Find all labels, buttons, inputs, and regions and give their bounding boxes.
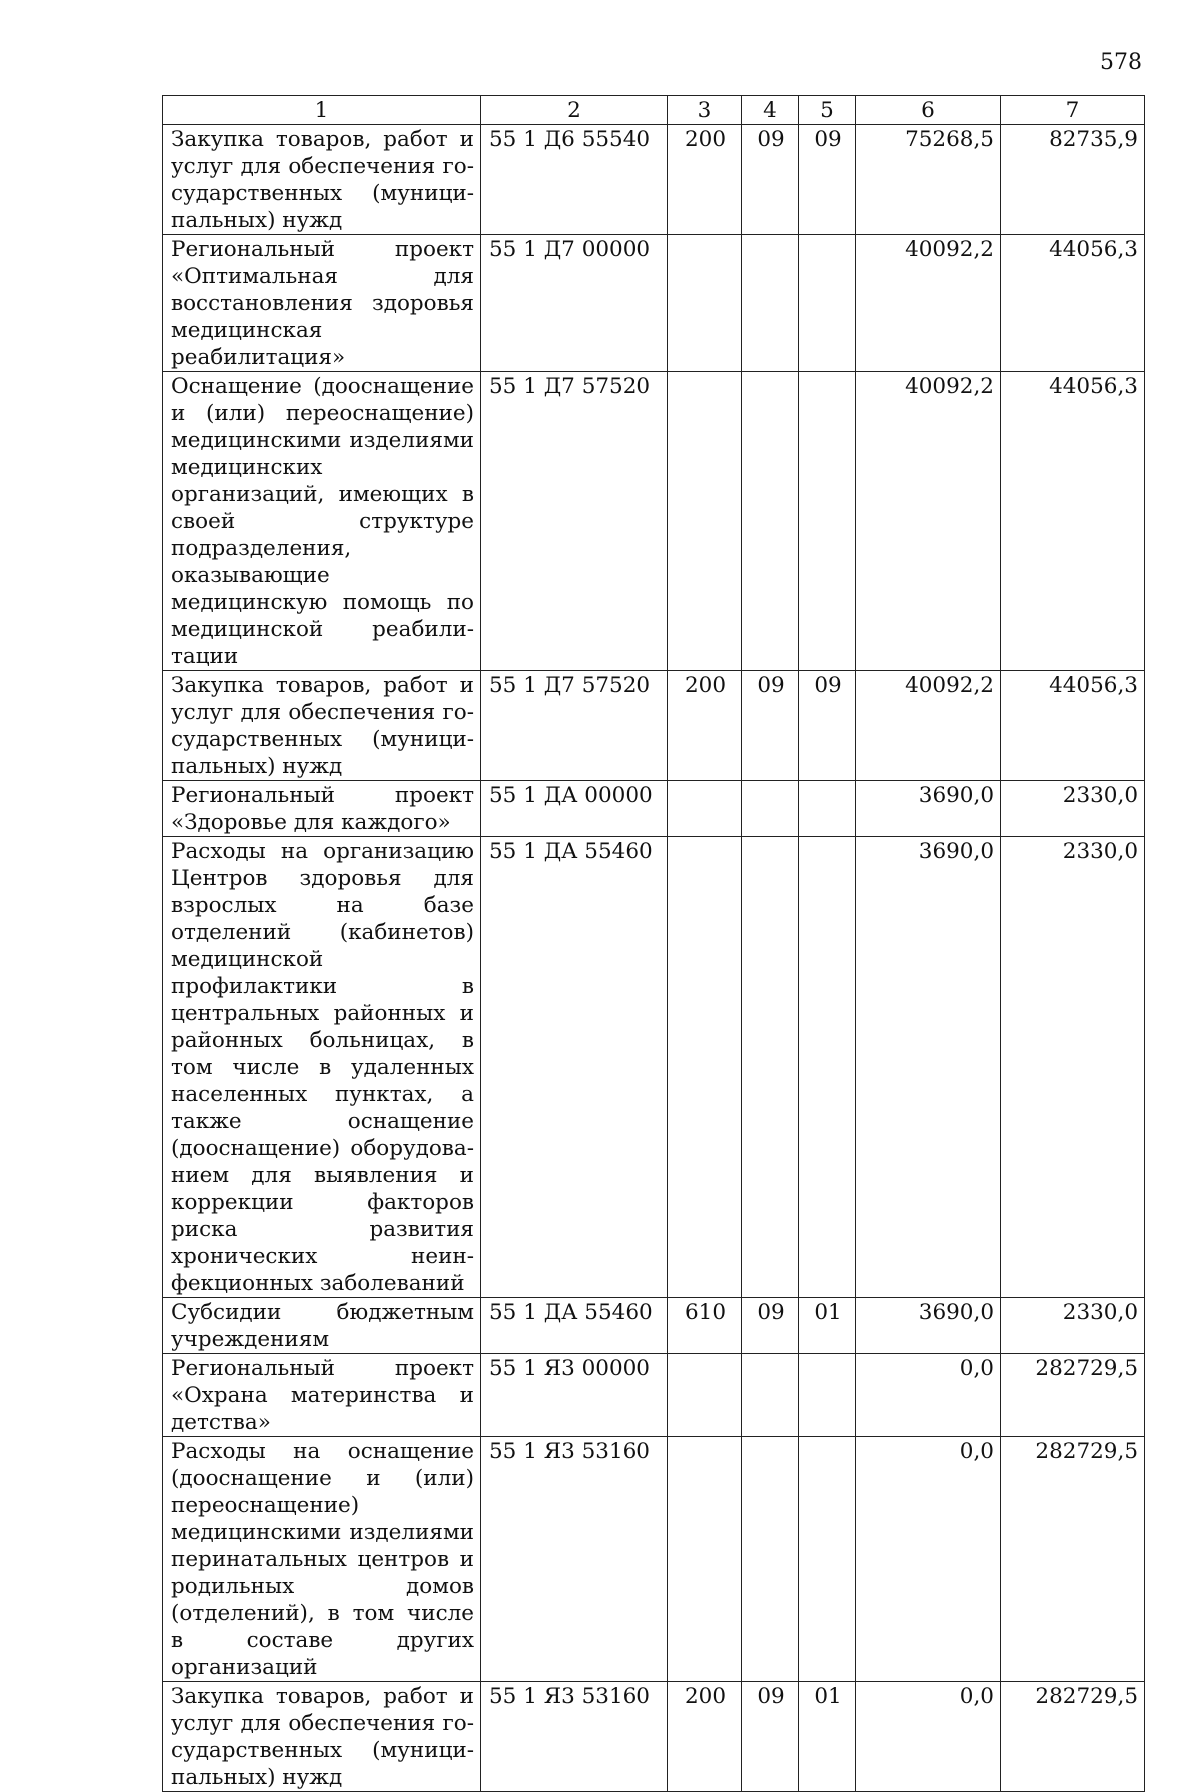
- table-row: [163, 1682, 1145, 1792]
- row-col7: 282729,5: [1001, 1354, 1145, 1437]
- budget-table: [162, 95, 1145, 1792]
- row-code: 55 1 Я3 53160: [481, 1682, 668, 1792]
- row-col4: [742, 235, 799, 372]
- row-code: 55 1 Д7 57520: [481, 372, 668, 671]
- row-col3: [668, 235, 742, 372]
- row-col3: 610: [668, 1298, 742, 1354]
- table-row: [163, 1354, 1145, 1437]
- table-row: [163, 1298, 1145, 1354]
- row-col5: 09: [799, 671, 856, 781]
- row-code: 55 1 Д7 57520: [481, 671, 668, 781]
- row-col4: 09: [742, 125, 799, 235]
- row-col7: 44056,3: [1001, 235, 1145, 372]
- row-name: Расходы на организацию Центров здоровья для взрослых на базе отделений (кабинетов) медицинской профилактики в центральных районных и районных больницах, в том числе в удаленных населенных пунктах, а также оснащение (дооснащение) оборудованием для выявления и коррекции факторов риска развития хронических неинфекционных заболеваний: [163, 837, 481, 1298]
- row-col5: 09: [799, 125, 856, 235]
- row-col7: 82735,9: [1001, 125, 1145, 235]
- row-name: Региональный проект «Здоровье для каждого»: [163, 781, 481, 837]
- row-name: Региональный проект «Оптимальная для восстановления здоровья медицинская реабилитация»: [163, 235, 481, 372]
- row-name: Закупка товаров, работ и услуг для обеспечения государственных (муниципальных) нужд: [163, 671, 481, 781]
- row-code: 55 1 Д7 00000: [481, 235, 668, 372]
- row-col7: 44056,3: [1001, 372, 1145, 671]
- row-col5: [799, 837, 856, 1298]
- row-name: Субсидии бюджетным учреждениям: [163, 1298, 481, 1354]
- row-code: 55 1 Я3 00000: [481, 1354, 668, 1437]
- row-col7: 2330,0: [1001, 837, 1145, 1298]
- row-col4: 09: [742, 671, 799, 781]
- table-row: [163, 125, 1145, 235]
- row-name: Оснащение (дооснащение и (или) переоснащение) медицинскими изделиями медицинских организаций, имеющих в своей структуре подразделения, оказывающие медицинскую помощь по медицинской реабилитации: [163, 372, 481, 671]
- column-header-4: 4: [742, 96, 799, 125]
- row-name: Закупка товаров, работ и услуг для обеспечения государственных (муниципальных) нужд: [163, 1682, 481, 1792]
- row-col6: 3690,0: [856, 1298, 1001, 1354]
- row-col4: 09: [742, 1682, 799, 1792]
- row-col5: [799, 372, 856, 671]
- row-col7: 2330,0: [1001, 1298, 1145, 1354]
- row-col5: 01: [799, 1682, 856, 1792]
- row-col3: [668, 372, 742, 671]
- row-col6: 0,0: [856, 1354, 1001, 1437]
- row-code: 55 1 Я3 53160: [481, 1437, 668, 1682]
- column-header-6: 6: [856, 96, 1001, 125]
- row-col6: 0,0: [856, 1437, 1001, 1682]
- row-name: Закупка товаров, работ и услуг для обеспечения государственных (муниципальных) нужд: [163, 125, 481, 235]
- row-col3: 200: [668, 671, 742, 781]
- row-col4: [742, 372, 799, 671]
- table-row: [163, 781, 1145, 837]
- row-col7: 282729,5: [1001, 1682, 1145, 1792]
- row-col6: 75268,5: [856, 125, 1001, 235]
- column-header-1: 1: [163, 96, 481, 125]
- table-row: [163, 1437, 1145, 1682]
- row-col6: 40092,2: [856, 372, 1001, 671]
- row-name: Расходы на оснащение (дооснащение и (или) переоснащение) медицинскими изделиями перинатальных центров и родильных домов (отделений), в том числе в составе других организаций: [163, 1437, 481, 1682]
- header-row: [163, 96, 1145, 125]
- row-col3: [668, 1437, 742, 1682]
- table-row: [163, 671, 1145, 781]
- column-header-5: 5: [799, 96, 856, 125]
- row-col5: [799, 781, 856, 837]
- row-col4: [742, 1437, 799, 1682]
- table-row: [163, 837, 1145, 1298]
- row-col3: 200: [668, 1682, 742, 1792]
- table-row: [163, 235, 1145, 372]
- row-code: 55 1 Д6 55540: [481, 125, 668, 235]
- column-header-2: 2: [481, 96, 668, 125]
- column-header-3: 3: [668, 96, 742, 125]
- row-col3: 200: [668, 125, 742, 235]
- row-col6: 3690,0: [856, 781, 1001, 837]
- row-code: 55 1 ДА 55460: [481, 1298, 668, 1354]
- row-col4: 09: [742, 1298, 799, 1354]
- row-col7: 44056,3: [1001, 671, 1145, 781]
- table-row: [163, 372, 1145, 671]
- row-col7: 282729,5: [1001, 1437, 1145, 1682]
- row-code: 55 1 ДА 55460: [481, 837, 668, 1298]
- row-col4: [742, 1354, 799, 1437]
- column-header-7: 7: [1001, 96, 1145, 125]
- row-col4: [742, 837, 799, 1298]
- row-col3: [668, 781, 742, 837]
- row-name: Региональный проект «Охрана материнства и детства»: [163, 1354, 481, 1437]
- row-code: 55 1 ДА 00000: [481, 781, 668, 837]
- row-col6: 0,0: [856, 1682, 1001, 1792]
- row-col3: [668, 1354, 742, 1437]
- page-number: 578: [1100, 50, 1142, 75]
- row-col5: [799, 235, 856, 372]
- row-col4: [742, 781, 799, 837]
- row-col3: [668, 837, 742, 1298]
- row-col6: 40092,2: [856, 235, 1001, 372]
- row-col7: 2330,0: [1001, 781, 1145, 837]
- row-col5: [799, 1437, 856, 1682]
- row-col6: 3690,0: [856, 837, 1001, 1298]
- row-col5: [799, 1354, 856, 1437]
- row-col5: 01: [799, 1298, 856, 1354]
- row-col6: 40092,2: [856, 671, 1001, 781]
